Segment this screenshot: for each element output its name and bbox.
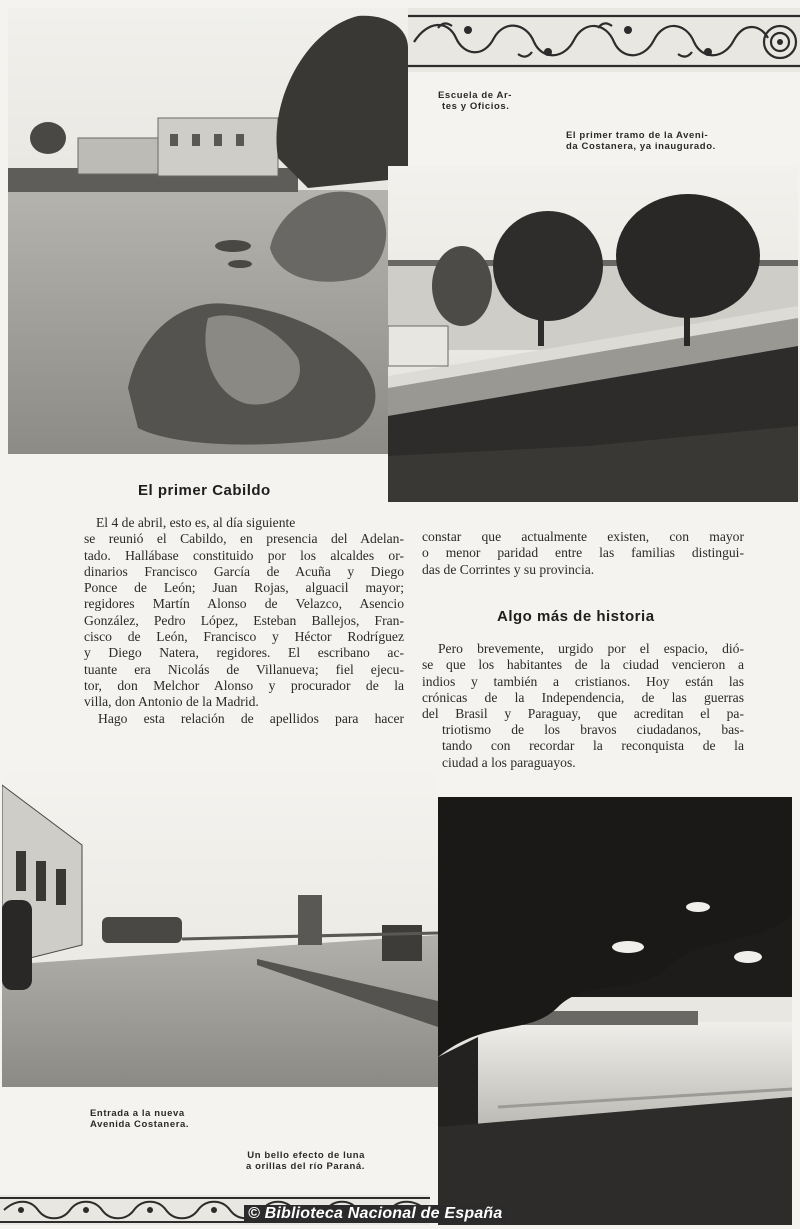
body-line: regidores Martín Alonso de Velazco, Asencio [84, 596, 404, 612]
top-ornament-border [408, 8, 800, 72]
body-line: dinarios Francisco García de Acuña y Diego [84, 563, 404, 579]
body-line: o menor paridad entre las familias distingui- [422, 545, 744, 561]
photo-primer-tramo-costanera [388, 166, 798, 502]
body-line: constar que actualmente existen, con mayor [422, 529, 744, 544]
body-line: tuante era Nicolás de Villanueva; fiel ejecu- [84, 661, 404, 677]
body-line: Hago esta relación de apellidos para hacer [98, 710, 404, 726]
caption-entrada-avenida-costanera: Entrada a la nueva Avenida Costanera. [90, 1108, 190, 1130]
section-2-body-narrow [442, 722, 744, 771]
body-line: y Diego Natera, regidores. El escribano ac- [84, 645, 404, 661]
body-line: tor, don Melchor Alonso y procurador de la [84, 677, 404, 693]
section-1-body [84, 515, 404, 727]
caption-primer-tramo-costanera: El primer tramo de la Aveni- da Costanera, ya inaugurado. [566, 130, 716, 152]
section-2-body [422, 641, 744, 722]
body-line: cisco de León, Francisco y Héctor Rodríguez [84, 629, 404, 645]
body-line: Ponce de León; Juan Rojas, alguacil mayor; [84, 580, 404, 596]
body-line: se reunió el Cabildo, en presencia del Adelan- [84, 531, 404, 547]
body-line: El 4 de abril, esto es, al día siguiente [96, 515, 296, 530]
body-line: indios y también a cristianos. Hoy están las [422, 673, 744, 689]
caption-escuela-artes-oficios: Escuela de Ar- tes y Oficios. [438, 90, 513, 112]
body-line: Pero brevemente, urgido por el espacio, dió- [438, 641, 744, 656]
body-line: ciudad a los paraguayos. [442, 754, 576, 770]
body-line: tando con recordar la reconquista de la [442, 738, 744, 754]
body-line: tado. Hallábase constituido por los alcaldes or- [84, 547, 404, 563]
caption-efecto-de-luna: Un bello efecto de luna a orillas del río Paraná. [246, 1150, 366, 1172]
body-line: se que los habitantes de la ciudad vencieron a [422, 657, 744, 673]
body-line: das de Corrintes y su provincia. [422, 561, 595, 577]
body-line: crónicas de la Independencia, de las guerras [422, 689, 744, 705]
photo-escuela-artes-oficios [8, 8, 408, 454]
photo-entrada-avenida-costanera [2, 765, 438, 1087]
heading-el-primer-cabildo: El primer Cabildo [138, 482, 271, 499]
heading-algo-mas-de-historia: Algo más de historia [497, 608, 655, 625]
watermark-biblioteca-nacional: © Biblioteca Nacional de España [244, 1205, 507, 1223]
body-line: del Brasil y Paraguay, que acreditan el pa- [422, 706, 744, 722]
continuation-body [422, 529, 744, 578]
body-line: villa, don Antonio de la Madrid. [84, 694, 259, 710]
photo-efecto-de-luna-rio-parana [438, 797, 792, 1225]
body-line: triotismo de los bravos ciudadanos, bas- [442, 722, 744, 737]
body-line: González, Pedro López, Esteban Ballejos, Fran- [84, 612, 404, 628]
